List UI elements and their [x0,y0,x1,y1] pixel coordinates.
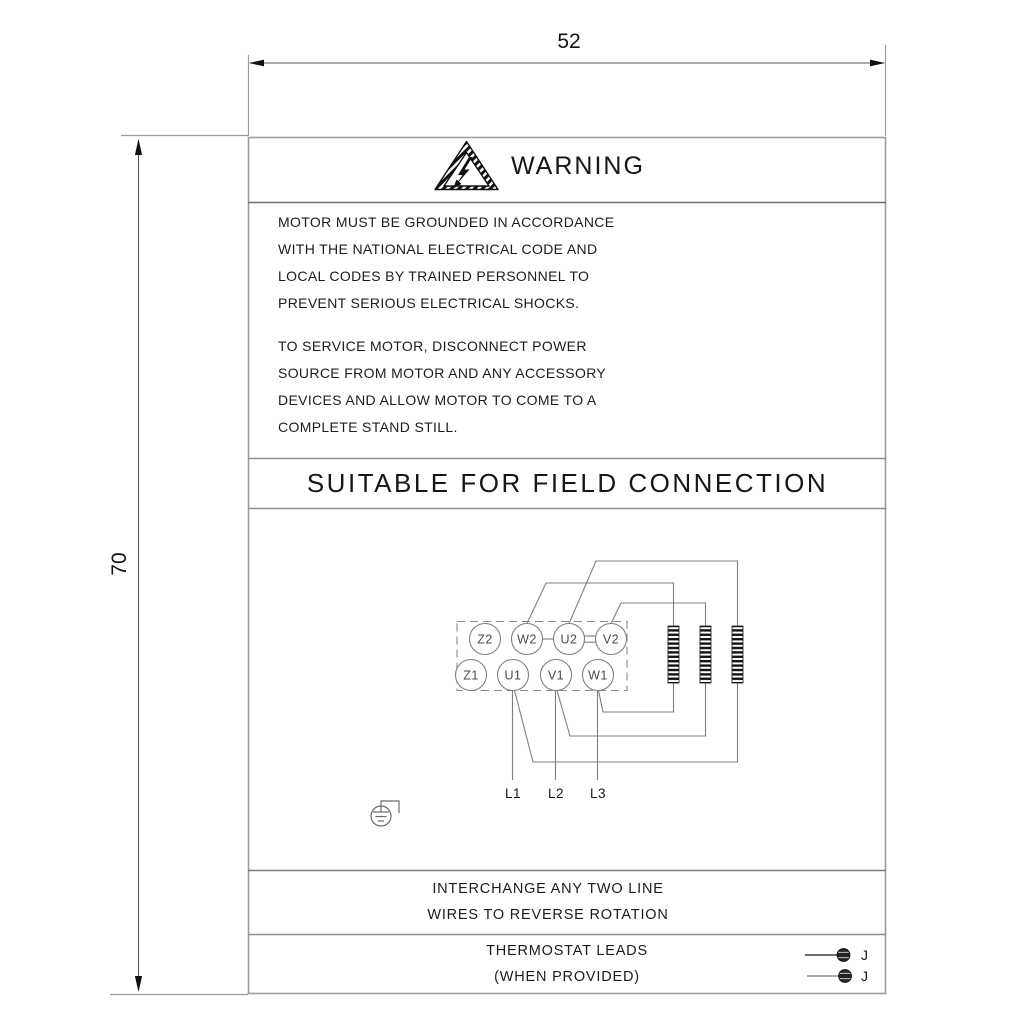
text-line: MOTOR MUST BE GROUNDED IN ACCORDANCE [278,214,615,230]
interchange-note [248,871,848,933]
line-label-l2: L2 [547,786,565,801]
wire-coil3-u1 [515,683,738,762]
grounding-warning-paragraph [278,209,614,317]
field-connection-band [249,459,886,508]
high-voltage-icon [435,142,498,190]
arrowhead-up [135,139,142,155]
wire-v2-coil2 [611,603,706,626]
winding-coils [668,626,743,683]
wire-coil1-w1 [599,683,674,712]
text-line: WIRES TO REVERSE ROTATION [427,907,669,923]
terminal-label-w1: W1 [588,668,608,683]
coil-1-icon [668,626,679,683]
warning-title: WARNING [511,152,645,180]
arrowhead-down [135,976,142,992]
line-label-l3: L3 [589,786,607,801]
text-line: COMPLETE STAND STILL. [278,419,458,435]
arrowhead-left [249,60,264,67]
thermostat-lead-label-1: J [861,947,868,963]
terminal-label-v2: V2 [602,632,620,647]
text-line: THERMOSTAT LEADS [486,943,648,959]
text-line: DEVICES AND ALLOW MOTOR TO COME TO A [278,392,597,408]
text-line: (WHEN PROVIDED) [494,969,640,985]
arrowhead-right [870,60,885,67]
service-warning-paragraph [278,333,606,441]
height-dimension-value: 70 [108,552,131,576]
line-label-l1: L1 [504,786,522,801]
terminal-label-w2: W2 [517,632,537,647]
text-line: WITH THE NATIONAL ELECTRICAL CODE AND [278,241,598,257]
wire-u2-coil3 [569,561,738,626]
coil-3-icon [732,626,743,683]
terminal-label-z1: Z1 [463,668,479,683]
width-dimension [249,45,886,136]
text-line: TO SERVICE MOTOR, DISCONNECT POWER [278,338,587,354]
terminal-label-u2: U2 [560,632,578,647]
text-line: PREVENT SERIOUS ELECTRICAL SHOCKS. [278,295,580,311]
thermostat-lead-label-2: J [861,968,868,984]
terminal-label-v1: V1 [547,668,565,683]
terminal-label-z2: Z2 [477,632,493,647]
text-line: INTERCHANGE ANY TWO LINE [432,881,664,897]
field-connection-title: SUITABLE FOR FIELD CONNECTION [306,468,829,498]
line-labels [505,786,606,801]
protective-earth-icon [371,801,399,826]
width-dimension-value: 52 [557,30,581,53]
terminal-label-u1: U1 [504,668,522,683]
text-line: SOURCE FROM MOTOR AND ANY ACCESSORY [278,365,607,381]
wire-w2-coil1 [527,583,674,626]
thermostat-note [248,935,886,993]
coil-2-icon [700,626,711,683]
text-line: LOCAL CODES BY TRAINED PERSONNEL TO [278,268,590,284]
